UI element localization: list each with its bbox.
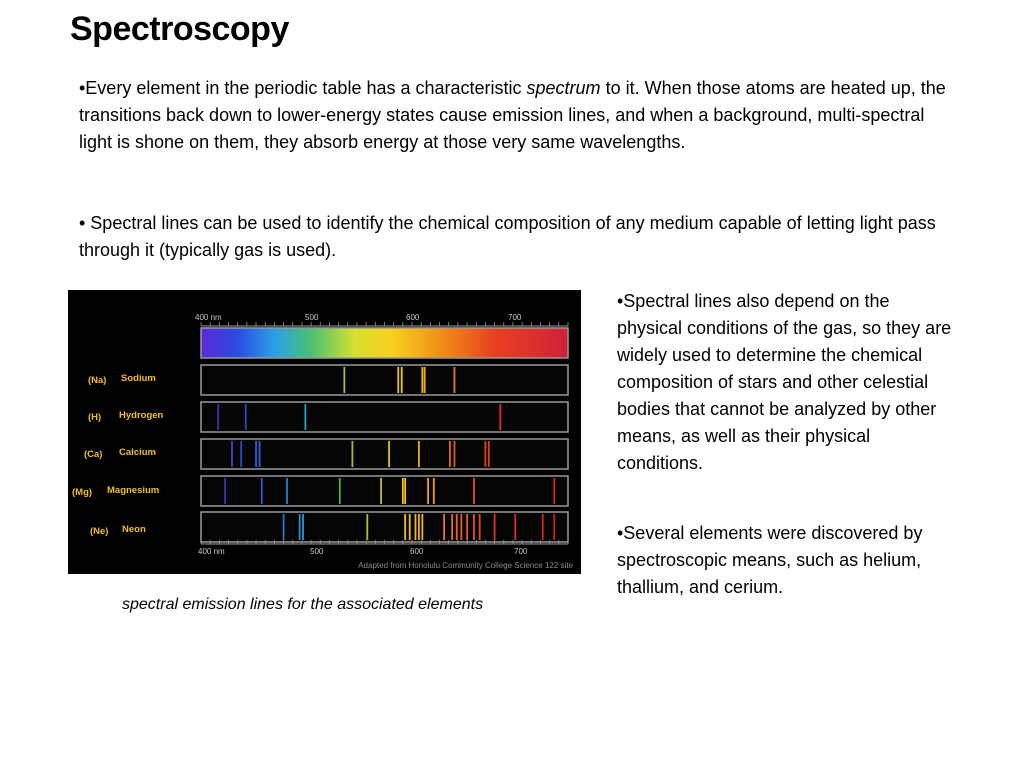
emission-line <box>449 441 451 467</box>
figure-caption: spectral emission lines for the associated elements <box>122 596 484 613</box>
emission-line <box>366 514 368 540</box>
emission-line <box>404 478 406 504</box>
emission-line <box>304 404 306 430</box>
emission-line <box>339 478 341 504</box>
emission-line <box>343 367 345 393</box>
emission-line <box>415 514 417 540</box>
emission-line <box>409 514 411 540</box>
element-name: Sodium <box>121 373 156 384</box>
spectrum-stripe-neon <box>201 512 568 542</box>
emission-line <box>473 514 475 540</box>
element-symbol: (Na) <box>88 375 107 386</box>
emission-line <box>494 514 496 540</box>
emission-line <box>224 478 226 504</box>
emission-line <box>473 478 475 504</box>
element-symbol: (Mg) <box>72 487 93 498</box>
emission-line <box>351 441 353 467</box>
top-axis-label: 500 <box>305 313 319 322</box>
emission-line <box>553 514 555 540</box>
paragraph-physical-conditions: •Spectral lines also depend on the physical conditions of the gas, so they are widely used to determine the chemical composition of stars and other celestial bodies that cannot be analyzed by other means, as well as their physical conditions. <box>617 291 952 473</box>
emission-line <box>418 441 420 467</box>
spectrum-stripe-hydrogen <box>201 402 568 432</box>
emission-line <box>421 514 423 540</box>
emission-line <box>454 441 456 467</box>
emission-line <box>433 478 435 504</box>
top-axis-label: 600 <box>406 313 420 322</box>
emission-line <box>488 441 490 467</box>
spectra-image <box>68 290 581 574</box>
emission-line <box>460 514 462 540</box>
emission-line <box>245 404 247 430</box>
spectrum-stripe-magnesium <box>201 476 568 506</box>
element-name: Calcium <box>119 447 156 458</box>
emission-line <box>454 367 456 393</box>
spectra-figure <box>68 290 581 574</box>
emission-line <box>418 514 420 540</box>
emission-line <box>427 478 429 504</box>
emission-line <box>499 404 501 430</box>
element-symbol: (Ca) <box>84 449 103 460</box>
emission-line <box>542 514 544 540</box>
emission-line <box>456 514 458 540</box>
emission-line <box>299 514 301 540</box>
element-name: Neon <box>122 524 146 535</box>
bottom-axis-label: 500 <box>310 547 324 556</box>
emission-line <box>424 367 426 393</box>
emission-line <box>397 367 399 393</box>
emission-line <box>388 441 390 467</box>
emission-line <box>401 367 403 393</box>
spectrum-stripe-sodium <box>201 365 568 395</box>
emission-line <box>261 478 263 504</box>
emission-line <box>217 404 219 430</box>
emission-line <box>255 441 257 467</box>
emission-line <box>451 514 453 540</box>
p1-text-start: •Every element in the periodic table has a characteristic <box>79 78 527 98</box>
emission-line <box>466 514 468 540</box>
emission-line <box>231 441 233 467</box>
top-axis-label: 700 <box>508 313 522 322</box>
emission-line <box>240 441 242 467</box>
figure-credit: Adapted from Honolulu Community College Science 122 site <box>358 561 573 570</box>
bottom-axis-label: 400 nm <box>198 547 225 556</box>
emission-line <box>259 441 261 467</box>
emission-line <box>514 514 516 540</box>
element-name: Magnesium <box>107 485 160 496</box>
emission-line <box>286 478 288 504</box>
emission-line <box>485 441 487 467</box>
paragraph-discovered-elements: •Several elements were discovered by spectroscopic means, such as helium, thallium, and cerium. <box>617 523 923 597</box>
emission-line <box>443 514 445 540</box>
emission-line <box>479 514 481 540</box>
emission-line <box>553 478 555 504</box>
bottom-axis-label: 700 <box>514 547 528 556</box>
emission-line <box>302 514 304 540</box>
emission-line <box>421 367 423 393</box>
emission-line <box>404 514 406 540</box>
element-name: Hydrogen <box>119 410 164 421</box>
element-symbol: (Ne) <box>90 526 109 537</box>
paragraph-spectral-lines-identify: • Spectral lines can be used to identify the chemical composition of any medium capable of letting light pass through it (typically gas is used). <box>79 213 936 260</box>
slide-title: Spectroscopy <box>70 10 289 48</box>
emission-line <box>380 478 382 504</box>
continuous-spectrum <box>201 328 568 358</box>
p1-text-end: to it. When those atoms are heated up, the transitions back down to lower-energy states cause emission lines, and when a background, multi-spectral light is shone on them, they absorb energy at those very same wavelengths. <box>79 78 946 152</box>
paragraph-element-spectrum <box>79 75 959 156</box>
bottom-axis-label: 600 <box>410 547 424 556</box>
emission-line <box>283 514 285 540</box>
top-axis-label: 400 nm <box>195 313 222 322</box>
element-symbol: (H) <box>88 412 102 423</box>
emission-line <box>402 478 404 504</box>
p1-emphasis: spectrum <box>526 78 601 98</box>
